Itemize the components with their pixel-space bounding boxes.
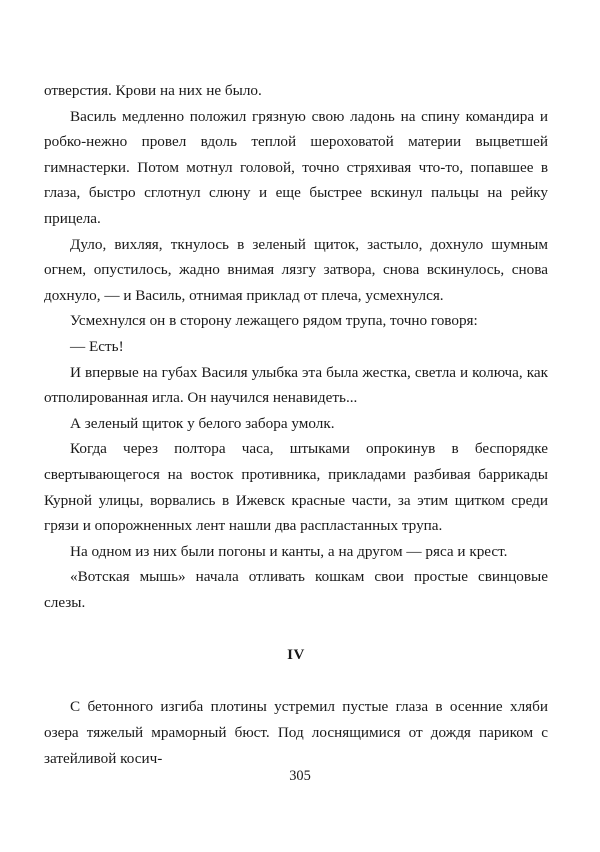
page-number: 305 [289,768,311,784]
paragraph: С бетонного изгиба плотины устремил пустые глаза в осенние хляби озера тяжелый мраморный бюст. Под лоснящимися от дождя париком с затейливой косич- [44,698,548,767]
paragraph: отверстия. Крови на них не было. [44,82,262,99]
paragraph: «Вотская мышь» начала отливать кошкам свои простые свинцовые слезы. [44,568,548,611]
paragraph-dialogue: — Есть! [70,337,124,355]
paragraph: А зеленый щиток у белого забора умолк. [70,414,335,432]
section-spacer-bottom [44,664,548,694]
paragraph: Усмехнулся он в сторону лежащего рядом трупа, точно говоря: [70,312,478,330]
paragraph: Когда через полтора часа, штыками опрокинув в беспорядке свертывающегося на восток противника, прикладами разбивая баррикады Курной улицы, ворвались в Ижевск красные части, за этим щитком среди грязи и опорожненных лент нашли два распластанных трупа. [44,440,548,535]
paragraph: На одном из них были погоны и канты, а на другом — ряса и крест. [70,542,508,560]
paragraph: Василь медленно положил грязную свою ладонь на спину командира и робко-нежно провел вдоль теплой шероховатой материи выцветшей гимнастерки. Потом мотнул головой, точно стряхивая что-то, попавшее в глаза, быстро сглотнул слюну и еще быстрее вскинул пальцы на рейку прицела. [44,107,548,227]
section-spacer-top [44,615,548,647]
paragraph: Дуло, вихляя, ткнулось в зеленый щиток, застыло, дохнуло шумным огнем, опустилось, жадно внимая лязгу затвора, снова вскинулось, снова дохнуло, — и Василь, отнимая приклад от плеча, усмехнулся. [44,235,548,304]
page-text-body [44,78,548,771]
section-heading: IV [287,647,305,664]
paragraph: И впервые на губах Василя улыбка эта была жестка, светла и колюча, как отполированная игла. Он научился ненавидеть... [44,363,548,407]
